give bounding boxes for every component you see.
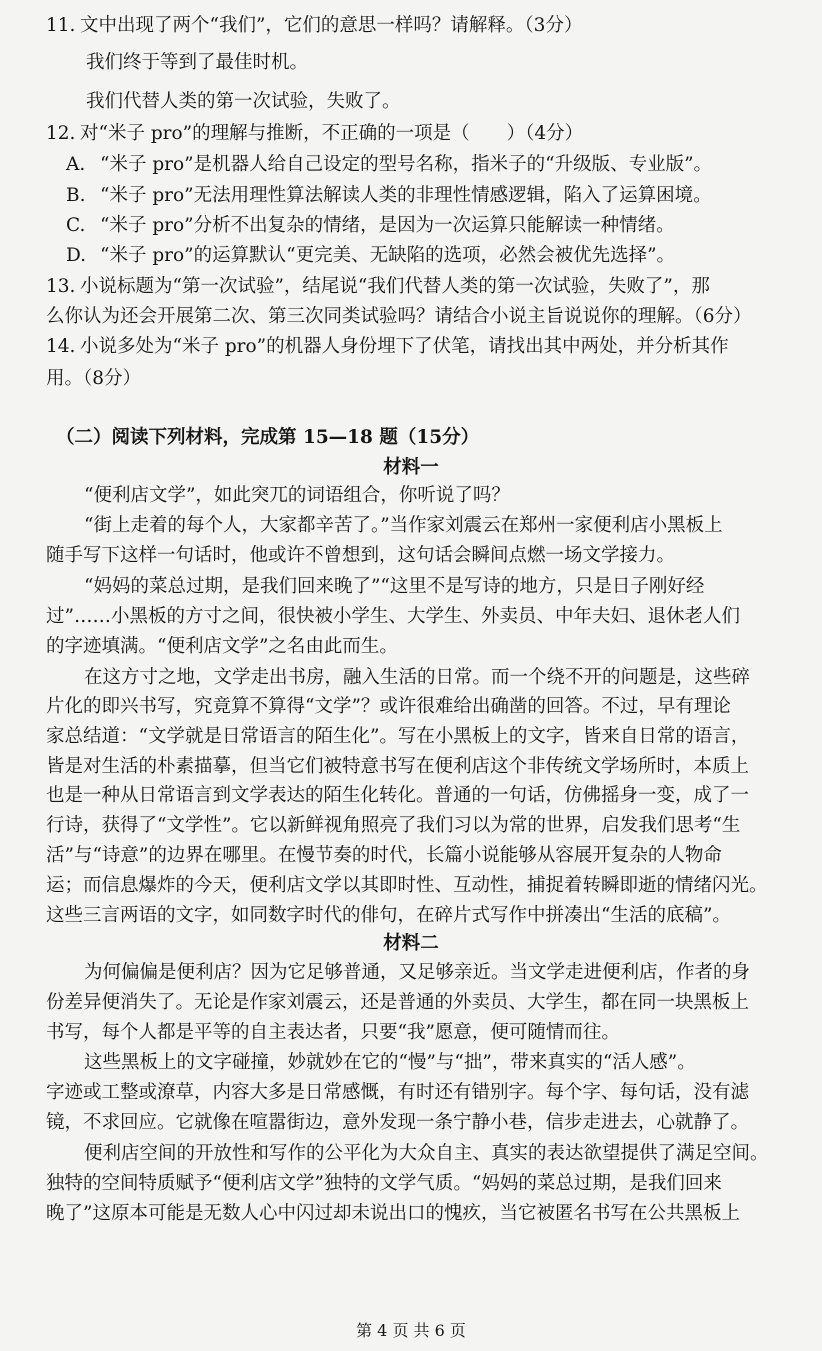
option-d	[66, 243, 675, 269]
material-2-paragraph-line: 晚了”这原本可能是无数人心中闪过却未说出口的愧疚，当它被匿名书写在公共黑板上	[46, 1203, 740, 1224]
material-1-paragraph-line: 也是一种从日常语言到文学表达的陌生化转化。普通的一句话，仿佛摇身一变，成了一	[46, 785, 750, 806]
option-text: “米子 pro”分析不出复杂的情绪，是因为一次运算只能解读一种情绪。	[100, 215, 675, 236]
material-2-paragraph-line: 为何偏偏是便利店？因为它足够普通，又足够亲近。当文学走进便利店，作者的身	[84, 962, 751, 983]
material-2-paragraph-line: 便利店空间的开放性和写作的公平化为大众自主、真实的表达欲望提供了满足空间。	[84, 1143, 769, 1164]
question-11	[46, 13, 582, 39]
material-1-paragraph-line: 活”与“诗意”的边界在哪里。在慢节奏的时代，长篇小说能够从容展开复杂的人物命	[46, 845, 722, 866]
material-2-paragraph-line: 书写，每个人都是平等的自主表达者，只要“我”愿意，便可随情而往。	[46, 1022, 620, 1043]
question-11-example-2: 我们代替人类的第一次试验，失败了。	[86, 91, 401, 112]
question-text: 小说标题为“第一次试验”，结尾说“我们代替人类的第一次试验，失败了”，那	[80, 276, 710, 297]
material-1-paragraph-line: “便利店文学”，如此突兀的词语组合，你听说了吗？	[84, 485, 510, 506]
material-2-paragraph-line: 这些黑板上的文字碰撞，妙就妙在它的“慢”与“拙”，带来真实的“活人感”。	[84, 1052, 696, 1073]
question-text: 对“米子 pro”的理解与推断，不正确的一项是（ ）（4分）	[80, 123, 584, 144]
material-1-paragraph-line: 的字迹填满。“便利店文学”之名由此而生。	[46, 636, 398, 657]
material-1-paragraph-line: 运；而信息爆炸的今天，便利店文学以其即时性、互动性，捕捉着转瞬即逝的情绪闪光。	[46, 875, 768, 896]
option-a	[66, 152, 712, 178]
option-label: C.	[66, 215, 86, 236]
option-text: “米子 pro”的运算默认“更完美、无缺陷的选项，必然会被优先选择”。	[100, 245, 676, 266]
option-b	[66, 183, 712, 209]
material-1-paragraph-line: 随手写下这样一句话时，他或许不曾想到，这句话会瞬间点燃一场文学接力。	[46, 545, 676, 566]
option-label: D.	[66, 245, 87, 266]
material-1-paragraph-line: 过”……小黑板的方寸之间，很快被小学生、大学生、外卖员、中年夫妇、退休老人们	[46, 606, 740, 627]
question-14-continued: 用。（8分）	[46, 368, 142, 389]
material-2-paragraph-line: 份差异便消失了。无论是作家刘震云，还是普通的外卖员、大学生，都在同一块黑板上	[46, 992, 750, 1013]
question-number: 13.	[46, 276, 76, 297]
question-12	[46, 121, 583, 147]
material-1-paragraph-line: 家总结道：“文学就是日常语言的陌生化”。写在小黑板上的文字，皆来自日常的语言，	[46, 726, 750, 747]
material-1-paragraph-line: “街上走着的每个人，大家都辛苦了。”当作家刘震云在郑州一家便利店小黑板上	[84, 515, 723, 536]
material-2-title: 材料二	[383, 933, 439, 954]
question-text: 文中出现了两个“我们”，它们的意思一样吗？请解释。（3分）	[80, 15, 583, 36]
section-heading: （二）阅读下列材料，完成第 15—18 题（15分）	[56, 427, 480, 448]
question-number: 14.	[46, 336, 76, 357]
question-13	[46, 274, 710, 300]
material-2-paragraph-line: 镜，不求回应。它就像在喧嚣街边，意外发现一条宁静小巷，信步走进去，心就静了。	[46, 1112, 750, 1133]
material-2-paragraph-line: 字迹或工整或潦草，内容大多是日常感慨，有时还有错别字。每个字、每句话，没有滤	[46, 1082, 750, 1103]
material-1-title: 材料一	[383, 457, 439, 478]
material-2-paragraph-line: 独特的空间特质赋予“便利店文学”独特的文学气质。“妈妈的菜总过期，是我们回来	[46, 1173, 722, 1194]
question-11-example-1: 我们终于等到了最佳时机。	[86, 52, 309, 73]
question-14	[46, 334, 729, 360]
material-1-paragraph-line: 行诗，获得了“文学性”。它以新鲜视角照亮了我们习以为常的世界，启发我们思考“生	[46, 815, 741, 836]
question-number: 11.	[46, 15, 76, 36]
question-text: 小说多处为“米子 pro”的机器人身份埋下了伏笔，请找出其中两处，并分析其作	[80, 336, 729, 357]
question-13-continued: 么你认为还会开展第二次、第三次同类试验吗？请结合小说主旨说说你的理解。（6分）	[46, 306, 752, 327]
question-number: 12.	[46, 123, 76, 144]
option-text: “米子 pro”无法用理性算法解读人类的非理性情感逻辑，陷入了运算困境。	[100, 185, 712, 206]
option-c	[66, 213, 675, 239]
material-1-paragraph-line: 皆是对生活的朴素描摹，但当它们被特意书写在便利店这个非传统文学场所时，本质上	[46, 756, 750, 777]
material-1-paragraph-line: 这些三言两语的文字，如同数字时代的俳句，在碎片式写作中拼凑出“生活的底稿”。	[46, 905, 731, 926]
material-1-paragraph-line: “妈妈的菜总过期，是我们回来晚了”“这里不是写诗的地方，只是日子刚好经	[84, 576, 705, 597]
option-label: B.	[66, 185, 86, 206]
page-number: 第 4 页 共 6 页	[356, 1321, 466, 1340]
material-1-paragraph-line: 在这方寸之地，文学走出书房，融入生活的日常。而一个绕不开的问题是，这些碎	[84, 667, 751, 688]
option-text: “米子 pro”是机器人给自己设定的型号名称，指米子的“升级版、专业版”。	[100, 154, 713, 175]
material-1-paragraph-line: 片化的即兴书写，究竟算不算得“文学”？或许很难给出确凿的回答。不过，早有理论	[46, 696, 731, 717]
option-label: A.	[66, 154, 86, 175]
